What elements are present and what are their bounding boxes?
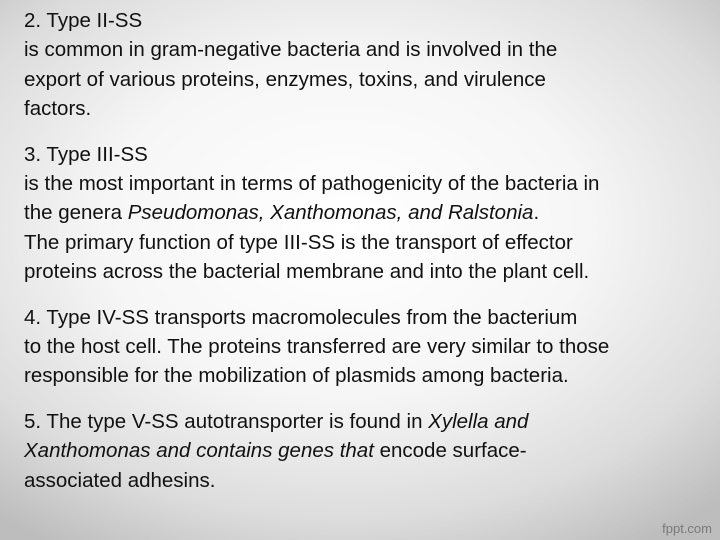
- text-line: export of various proteins, enzymes, toxins, and virulence: [24, 67, 546, 91]
- text-line: proteins across the bacterial membrane and into the plant cell.: [24, 260, 590, 284]
- text-run: the genera: [24, 201, 128, 225]
- text-line: The primary function of type III-SS is the transport of effector: [24, 230, 573, 254]
- text-line: 4. Type IV-SS transports macromolecules from the bacterium: [24, 305, 578, 329]
- genus-names: Xylella and: [428, 409, 529, 433]
- text-line: 2. Type II-SS: [24, 9, 143, 32]
- text-run: encode surface-: [373, 439, 527, 463]
- text-line: responsible for the mobilization of plasmids among bacteria.: [24, 364, 569, 388]
- text-line: associated adhesins.: [24, 468, 216, 492]
- slide-content: [24, 6, 714, 511]
- italic-run: Xanthomonas and contains genes that: [24, 439, 374, 463]
- text-line: [24, 407, 714, 436]
- text-run: .: [533, 201, 540, 225]
- genera-names: Pseudomonas, Xanthomonas, and Ralstonia: [127, 201, 534, 225]
- text-line: 3. Type III-SS: [24, 142, 148, 166]
- text-line: is the most important in terms of pathogenicity of the bacteria in: [24, 172, 600, 196]
- text-line: [24, 436, 714, 465]
- paragraph-type-v-ss: [24, 407, 714, 495]
- paragraph-type-iv-ss: [24, 303, 714, 391]
- paragraph-type-iii-ss: [24, 140, 714, 287]
- text-run: 5. The type V-SS autotransporter is found in: [24, 409, 429, 433]
- text-line: is common in gram-negative bacteria and is involved in the: [24, 38, 558, 62]
- watermark: fppt.com: [662, 521, 712, 536]
- text-line: [24, 198, 714, 227]
- text-line: to the host cell. The proteins transferred are very similar to those: [24, 335, 610, 359]
- text-line: factors.: [24, 97, 92, 121]
- paragraph-type-ii-ss: [24, 6, 714, 124]
